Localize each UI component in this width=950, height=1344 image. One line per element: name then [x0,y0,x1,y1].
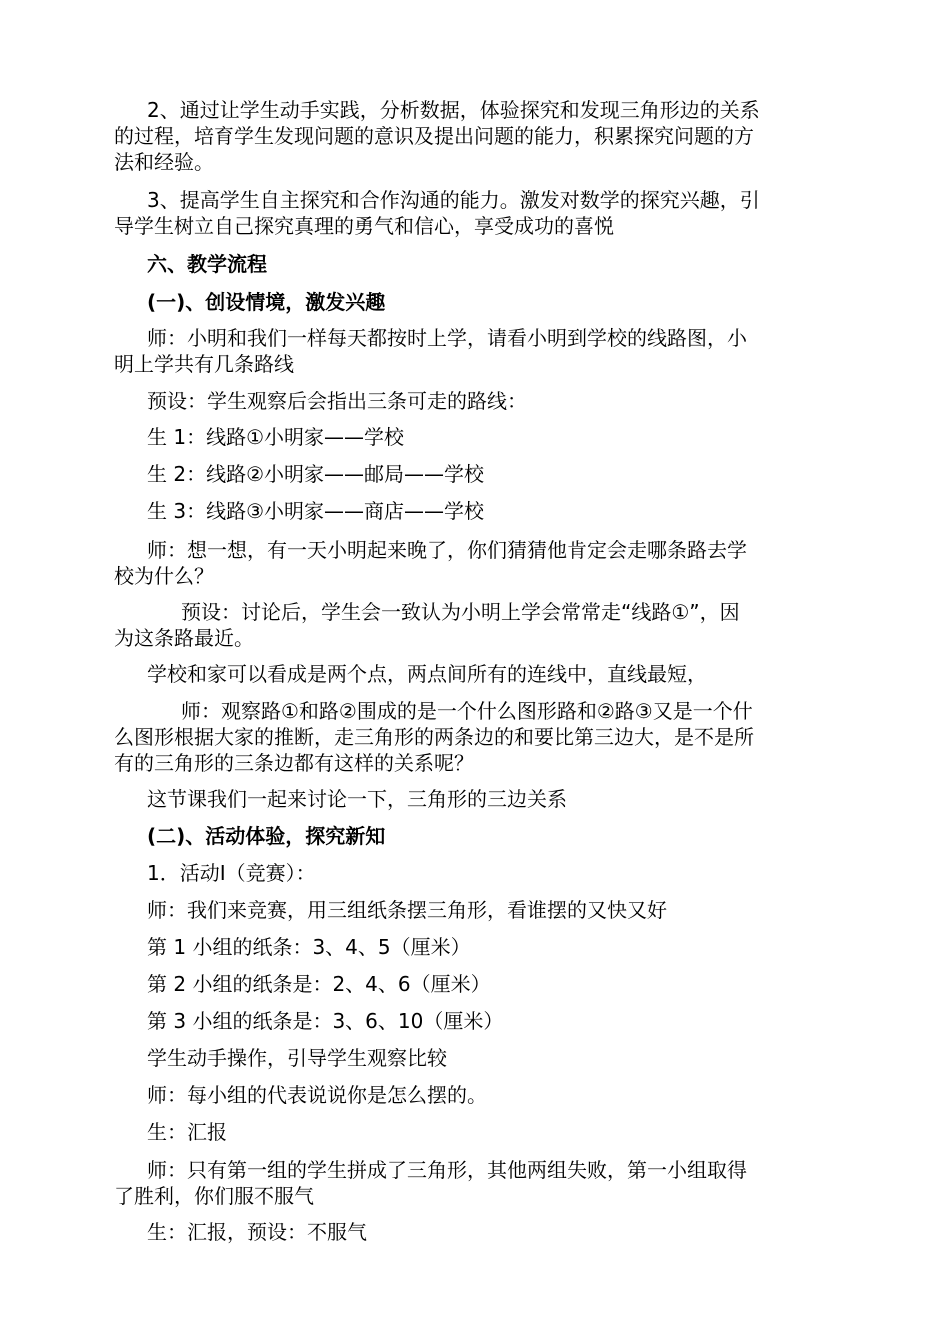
paragraph-line: 生 1：线路①小明家——学校 [147,425,405,449]
paragraph-line: 这节课我们一起来讨论一下，三角形的三边关系 [147,787,567,811]
paragraph-line: 第 3 小组的纸条是：3、6、10（厘米） [147,1009,504,1033]
paragraph-line: 生：汇报，预设：不服气 [147,1220,367,1244]
paragraph-line: 预设：讨论后，学生会一致认为小明上学会常常走“线路①”，因 [181,600,740,624]
paragraph-line: 生 3：线路③小明家——商店——学校 [147,499,485,523]
paragraph-line: 3、提高学生自主探究和合作沟通的能力。激发对数学的探究兴趣，引 [147,188,760,212]
paragraph-line: 生 2：线路②小明家——邮局——学校 [147,462,485,486]
paragraph-line: 法和经验。 [114,150,214,174]
paragraph-line: 导学生树立自己探究真理的勇气和信心，享受成功的喜悦 [114,214,614,238]
paragraph-line: 生：汇报 [147,1120,227,1144]
paragraph-line: 为这条路最近。 [114,626,254,650]
paragraph-line: 师：只有第一组的学生拼成了三角形，其他两组失败，第一小组取得 [147,1158,747,1182]
paragraph-line: 学校和家可以看成是两个点，两点间所有的连线中，直线最短， [147,662,707,686]
paragraph-line: 师：小明和我们一样每天都按时上学，请看小明到学校的线路图，小 [147,326,747,350]
paragraph-line: 的过程，培育学生发现问题的意识及提出问题的能力，积累探究问题的方 [114,124,754,148]
paragraph-line: 明上学共有几条路线 [114,352,294,376]
paragraph-line: 第 1 小组的纸条：3、4、5（厘米） [147,935,471,959]
paragraph-line: 2、通过让学生动手实践，分析数据，体验探究和发现三角形边的关系 [147,98,760,122]
subsection-heading: (二)、活动体验，探究新知 [147,824,386,848]
paragraph-line: 学生动手操作，引导学生观察比较 [147,1046,447,1070]
paragraph-line: 师：我们来竞赛，用三组纸条摆三角形，看谁摆的又快又好 [147,898,667,922]
section-heading: 六、教学流程 [147,252,267,276]
paragraph-line: 师：观察路①和路②围成的是一个什么图形路和②路③又是一个什 [181,699,753,723]
paragraph-line: 师：想一想，有一天小明起来晚了，你们猜猜他肯定会走哪条路去学 [147,538,747,562]
paragraph-line: 校为什么？ [114,564,214,588]
paragraph-line: 预设：学生观察后会指出三条可走的路线： [147,389,527,413]
paragraph-line: 第 2 小组的纸条是：2、4、6（厘米） [147,972,491,996]
subsection-heading: (一)、创设情境，激发兴趣 [147,290,386,314]
paragraph-line: 了胜利，你们服不服气 [114,1184,314,1208]
paragraph-line: 1．活动Ⅰ（竞赛）： [147,861,316,885]
paragraph-line: 有的三角形的三条边都有这样的关系呢？ [114,751,474,775]
paragraph-line: 么图形根据大家的推断，走三角形的两条边的和要比第三边大，是不是所 [114,725,754,749]
paragraph-line: 师：每小组的代表说说你是怎么摆的。 [147,1083,487,1107]
